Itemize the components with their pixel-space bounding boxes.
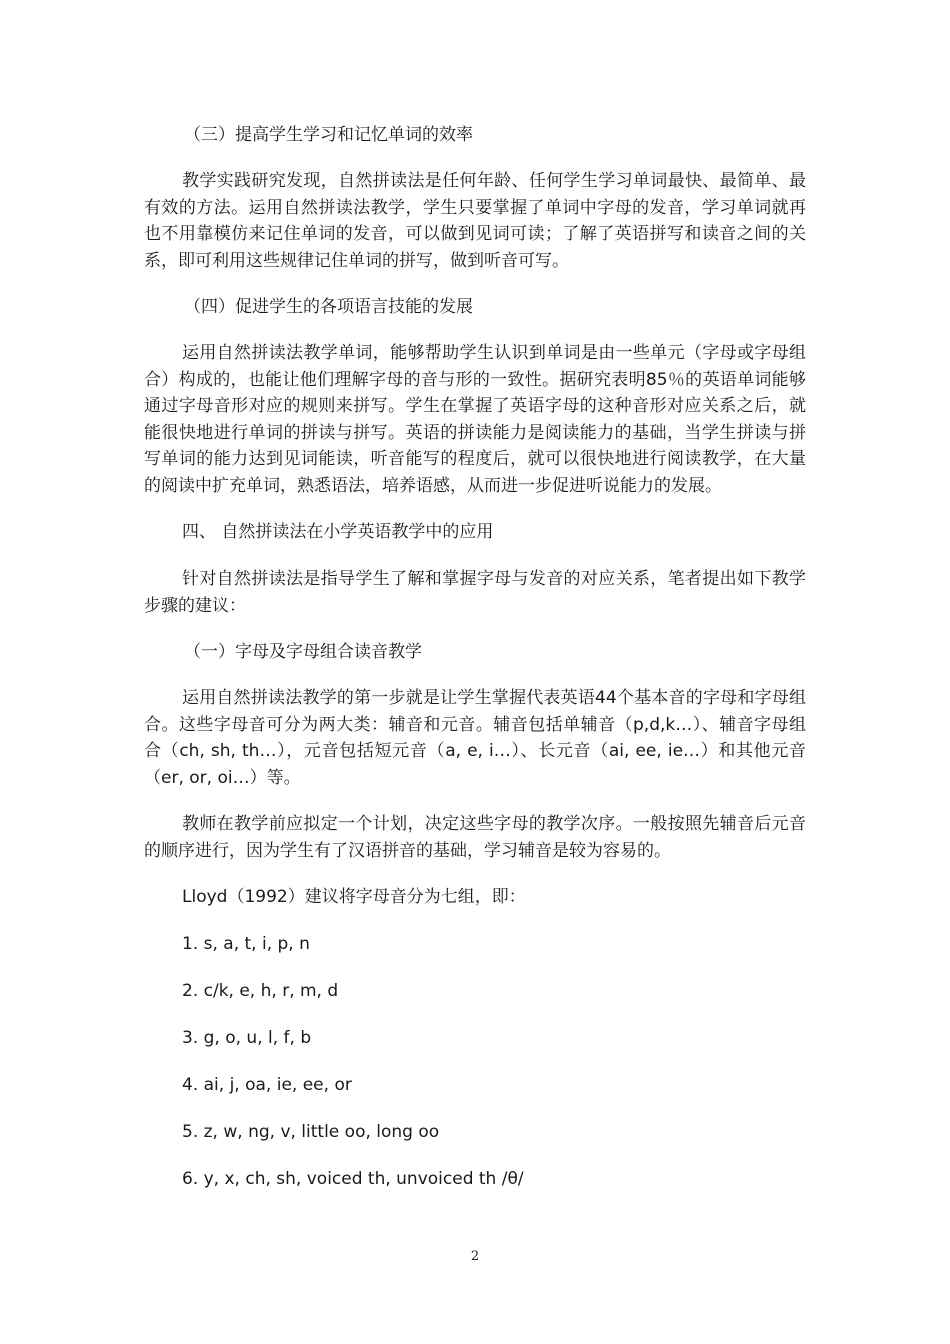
paragraph-efficiency: 教学实践研究发现，自然拼读法是任何年龄、任何学生学习单词最快、最简单、最有效的方法。运用自然拼读法教学，学生只要掌握了单词中字母的发音，学习单词就再也不用靠模仿来记住单词的发音，可以做到见词可读；了解了英语拼写和读音之间的关系，即可利用这些规律记住单词的拼写，做到听音可写。 [144, 171, 806, 271]
page-body [144, 122, 806, 1213]
list-item: 6. y, x, ch, sh, voiced th, unvoiced th /θ/ [182, 1169, 524, 1189]
paragraph-skills: 运用自然拼读法教学单词，能够帮助学生认识到单词是由一些单元（字母或字母组合）构成的，也能让他们理解字母的音与形的一致性。据研究表明85％的英语单词能够通过字母音形对应的规则来拼写。学生在掌握了英语字母的这种音形对应关系之后，就能很快地进行单词的拼读与拼写。英语的拼读能力是阅读能力的基础，当学生拼读与拼写单词的能力达到见词能读，听音能写的程度后，就可以很快地进行阅读教学，在大量的阅读中扩充单词，熟悉语法，培养语感，从而进一步促进听说能力的发展。 [144, 343, 806, 496]
list-item: 4. ai, j, oa, ie, ee, or [182, 1075, 352, 1095]
list-item: 5. z, w, ng, v, little oo, long oo [182, 1122, 440, 1142]
section-heading-4: （四）促进学生的各项语言技能的发展 [184, 297, 473, 317]
paragraph-steps-intro: 针对自然拼读法是指导学生了解和掌握字母与发音的对应关系，笔者提出如下教学步骤的建议： [144, 569, 806, 616]
paragraph-letter-sounds: 运用自然拼读法教学的第一步就是让学生掌握代表英语44个基本音的字母和字母组合。这些字母音可分为两大类：辅音和元音。辅音包括单辅音（p,d,k…）、辅音字母组合（ch, sh, th…），元音包括短元音（a, e, i…）、长元音（ai, ee, ie…）和其他元音（er, or, oi…）等。 [144, 688, 806, 788]
lloyd-intro: Lloyd（1992）建议将字母音分为七组，即： [182, 887, 526, 907]
section-heading-1: （一）字母及字母组合读音教学 [184, 642, 422, 662]
section-heading-3: （三）提高学生学习和记忆单词的效率 [184, 125, 473, 145]
list-item: 3. g, o, u, l, f, b [182, 1028, 312, 1048]
paragraph-teaching-plan: 教师在教学前应拟定一个计划，决定这些字母的教学次序。一般按照先辅音后元音的顺序进行，因为学生有了汉语拼音的基础，学习辅音是较为容易的。 [144, 814, 806, 861]
list-item: 2. c/k, e, h, r, m, d [182, 981, 339, 1001]
page-number: 2 [470, 1249, 480, 1264]
list-item: 1. s, a, t, i, p, n [182, 934, 310, 954]
chapter-heading-four: 四、 自然拼读法在小学英语教学中的应用 [182, 522, 494, 542]
letter-group-list [144, 931, 806, 1192]
